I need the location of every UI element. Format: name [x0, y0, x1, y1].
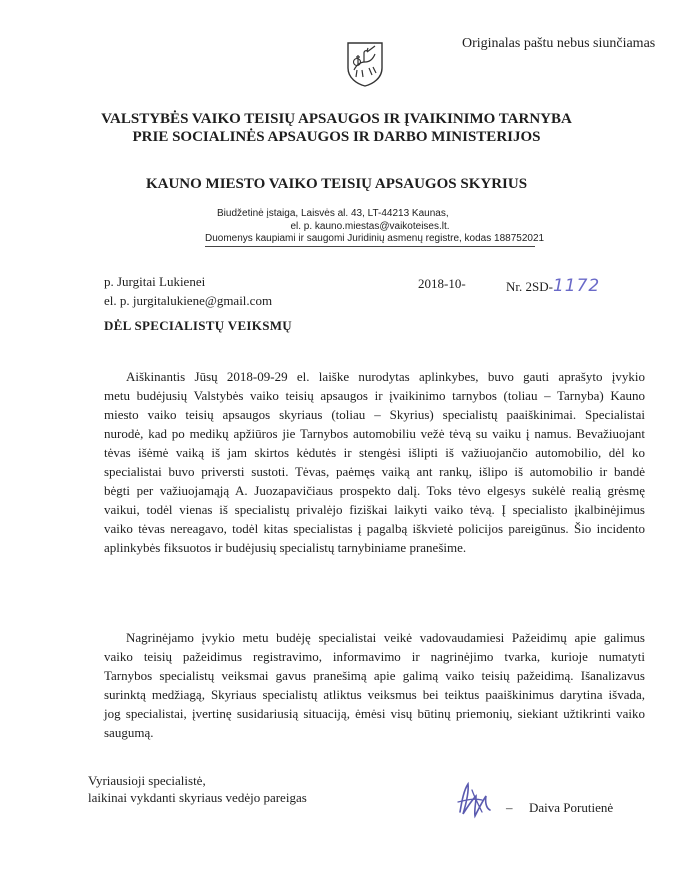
institution-name-line2: PRIE SOCIALINĖS APSAUGOS IR DARBO MINISTERIJOS: [132, 129, 541, 145]
body-line: Aiškinantis Jūsų 2018-09-29 el. laiške nurodytas aplinkybes, buvo gauti aprašyto įvykio: [126, 369, 645, 384]
letter-number-prefix: Nr. 2SD-: [506, 279, 553, 294]
requisites-registry: Duomenys kaupiami ir saugomi Juridinių asmenų registre, kodas 188752021: [205, 233, 535, 247]
letter-number: [506, 276, 600, 296]
body-line: jog specialistai, įvertinę susidariusią situaciją, ėmėsi visų būtinų priemonių, siekiant užtikrinti vaiko: [104, 706, 645, 721]
body-line: Tarnybos specialistų veiksmai gavus pranešimą apie galimą vaiko teisių pažeidimą. Išanalizavus: [104, 668, 645, 683]
not-sent-by-post-note: Originalas paštu nebus siunčiamas: [462, 36, 656, 51]
body-line: vaiko tėvas nereagavo, todėl kitas specialistas į pagalbą iškvietė policijos pareigūnus. Šio incidento: [104, 521, 645, 536]
body-line: nurodė, kad po medikų apžiūros jie Tarnybos automobiliu vežė tėvą su vaiku į namus. Bevažiuojant: [104, 426, 645, 441]
requisites-email: el. p. kauno.miestas@vaikoteises.lt.: [290, 220, 450, 232]
letter-date: 2018-10-: [418, 276, 466, 291]
requisites-address: Biudžetinė įstaiga, Laisvės al. 43, LT-44213 Kaunas,: [217, 208, 449, 219]
body-line: Nagrinėjamo įvykio metu budėję specialistai veikė vadovaudamiesi Pažeidimų apie galimus: [126, 630, 645, 645]
signatory-name: Daiva Porutienė: [529, 800, 614, 815]
body-line: saugumą.: [104, 725, 154, 740]
coat-of-arms-icon: [345, 40, 385, 88]
body-line: vaiko teisių pažeidimus registravimo, informavimo ir nagrinėjimo tvarka, kurioje numatyti: [104, 649, 645, 664]
body-line: aplinkybės fiksuotos ir budėjusių specialistų tarnybiniame pranešime.: [104, 540, 467, 555]
body-line: vaikui, todėl vienas iš specialistų privalėjo fiziškai laikyti vaiko tėvą. Į specialisto įkalbinėjimus: [104, 502, 645, 517]
body-line: specialistai buvo priversti sustoti. Tėvas, paėmęs vaiką ant rankų, išlipo iš automobilio ir bandė: [104, 464, 645, 479]
body-line: bėgti per važiuojamąją A. Juozapavičiaus prospekto dalį. Toks tėvo elgesys sukėlė realią grėsmę: [104, 483, 645, 498]
body-line: surinktą medžiagą, Skyriaus specialistų atliktus veiksmus bei teiktus paaiškinimus darytina išvada,: [104, 687, 645, 702]
body-line: metu budėjusių Valstybės vaiko teisių apsaugos ir įvaikinimo tarnybos (toliau – Tarnyba) Kauno: [104, 388, 645, 403]
letter-number-handwritten: 1172: [552, 276, 601, 296]
handwritten-signature-icon: [452, 778, 502, 820]
department-name: KAUNO MIESTO VAIKO TEISIŲ APSAUGOS SKYRIUS: [145, 176, 528, 192]
letter-subject: DĖL SPECIALISTŲ VEIKSMŲ: [104, 318, 292, 333]
body-line: miesto vaiko teisių apsaugos skyriaus (toliau – Skyrius) specialistų paaiškinimai. Specialistai: [104, 407, 645, 422]
signatory-title: [88, 772, 307, 806]
body-paragraph-2: [104, 628, 645, 742]
signatory-title-line1: Vyriausioji specialistė,: [88, 773, 206, 788]
institution-requisites: [205, 208, 545, 247]
recipient-email: el. p. jurgitalukiene@gmail.com: [104, 293, 273, 308]
signatory-title-line2: laikinai vykdanti skyriaus vedėjo pareigas: [88, 790, 307, 805]
recipient-name: p. Jurgitai Lukienei: [104, 274, 206, 289]
institution-name-line1: VALSTYBĖS VAIKO TEISIŲ APSAUGOS IR ĮVAIKINIMO TARNYBA: [101, 111, 572, 127]
signature-dash: –: [506, 800, 513, 815]
recipient-block: [104, 272, 272, 310]
body-paragraph-1: [104, 367, 645, 557]
body-line: tėvas išėmė vaiką iš jam skirtos kėdutės ir stengėsi išlipti iš važiuojančio automobilio, dėl ko: [104, 445, 645, 460]
